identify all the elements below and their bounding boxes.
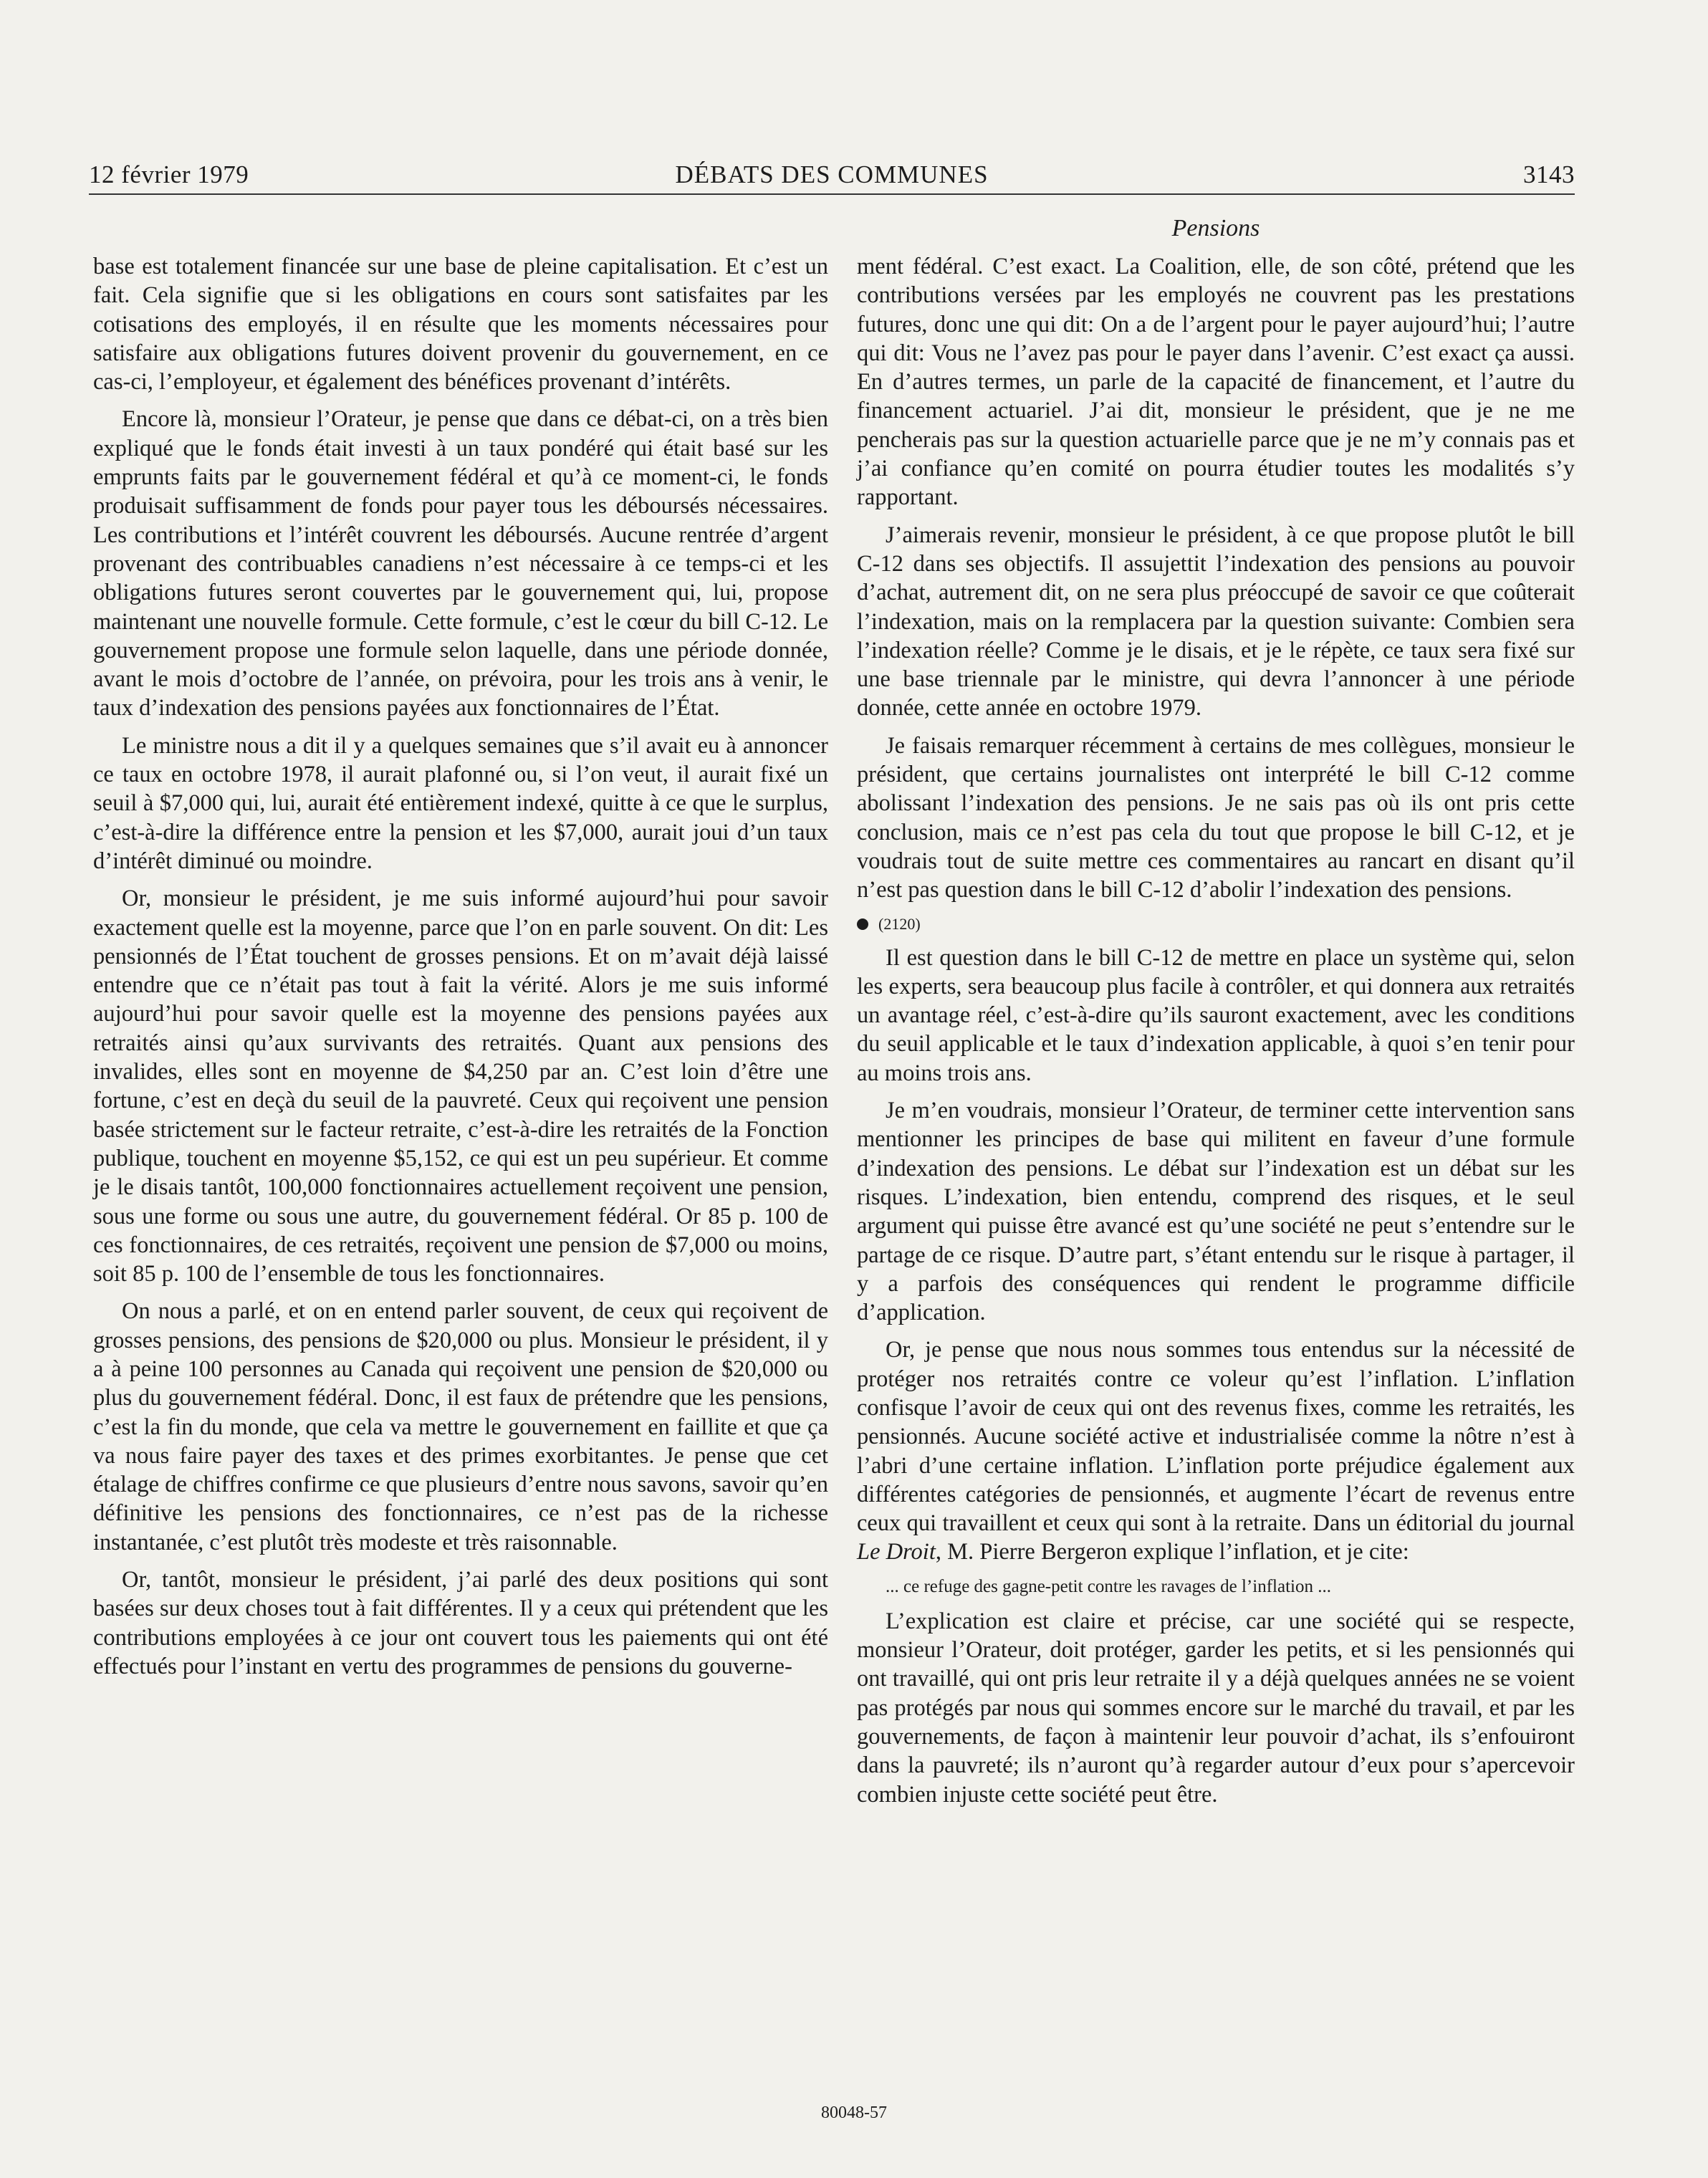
paragraph: Je m’en voudrais, monsieur l’Orateur, de terminer cette intervention sans mentionner les principes de base qui militent en faveur d’une formule d’indexation des pensions. Le débat sur l’indexation est un débat sur les risques. L’indexation, bien entendu, comprend des risques, et le seul argument qui puisse être avancé est qu’une société ne peut s’entendre sur le partage de ce risque. D’autre part, s’étant entendu sur le risque à partager, il y a parfois des conséquences qui rendent le programme difficile d’application.	[857, 1098, 1575, 1326]
paragraph: Or, monsieur le président, je me suis informé aujourd’hui pour savoir exactement quelle est la moyenne, parce que l’on en parle souvent. On dit: Les pensionnés de l’État touchent de grosses pensions. Et on m’avait déjà laissé entendre que ce n’était pas tout à fait la vérité. Alors je me suis informé aujourd’hui pour savoir quelle est la moyenne des pensions payées aux retraités ainsi qu’aux survivants des retraités. Quant aux pensions des invalides, elles sont en moyenne de $4,250 par an. C’est loin d’être une fortune, c’est en deçà du seuil de la pauvreté. Ceux qui reçoivent une pension basée strictement sur le facteur retraite, c’est-à-dire les retraités de la Fonction publique, touchent en moyenne $5,152, ce qui est un peu supérieur. Et comme je le disais tantôt, 100,000 fonctionnaires actuellement reçoivent une pension, sous une forme ou sous une autre, du gouvernement fédéral. Or 85 p. 100 de ces fonctionnaires, de ces retraités, reçoivent une pension de $7,000 ou moins, soit 85 p. 100 de l’ensemble de tous les fonctionnaires.	[93, 886, 828, 1287]
paragraph: L’explication est claire et précise, car une société qui se respecte, monsieur l’Orateur, doit protéger, garder les petits, et si les pensionnés qui ont travaillé, qui ont pris leur retraite il y a déjà quelques années ne se voient pas protégés par nous qui sommes encore sur le marché du travail, et par les gouvernements, de façon à maintenir leur pouvoir d’achat, ils s’enfouiront dans la pauvreté; ils n’auront qu’à regarder autour d’eux pour s’apercevoir combien injuste cette société peut être.	[857, 1608, 1575, 1808]
paragraph-text: Or, je pense que nous nous sommes tous entendus sur la nécessité de protéger nos retraités contre ce voleur qu’est l’inflation. L’inflation confisque l’avoir de ceux qui ont des revenus fixes, comme les retraités, les pensionnés. Aucune société active et industrialisée comme la nôtre n’est à l’abri d’une certaine inflation. L’inflation porte préjudice également aux différentes catégories de pensionnés, et augmente l’écart de revenus entre ceux qui travaillent et ceux qui sont à la retraite. Dans un éditorial du journal	[857, 1337, 1575, 1537]
paragraph: Or, tantôt, monsieur le président, j’ai parlé des deux positions qui sont basées sur deux choses tout à fait différentes. Il y a ceux qui prétendent que les contributions employées à ce jour ont couvert tous les paiements qui ont été effectués pour l’instant en vertu des programmes de pensions du gouverne-	[93, 1567, 828, 1679]
header-date: 12 février 1979	[89, 160, 249, 188]
paragraph: ment fédéral. C’est exact. La Coalition, elle, de son côté, prétend que les contributions versées par les employés ne couvrent pas les prestations futures, donc une qui dit: On a de l’argent pour le payer aujourd’hui; l’autre qui dit: Vous ne l’avez pas pour le payer dans l’avenir. C’est exact ça aussi. En d’autres termes, un parle de la capacité de financement, et l’autre du financement actuariel. J’ai dit, monsieur le président, que je ne me pencherais pas sur la question actuarielle parce que je ne m’y connais pas et j’ai confiance qu’en comité on pourra étudier toutes les modalités s’y rapportant.	[857, 254, 1575, 511]
paragraph-text: , M. Pierre Bergeron explique l’inflation, et je cite:	[935, 1539, 1409, 1565]
paragraph: base est totalement financée sur une base de pleine capitalisation. Et c’est un fait. Cela signifie que si les obligations en cours sont satisfaites par les cotisations des employés, il en résulte que les moments nécessaires pour satisfaire aux obligations futures doivent provenir du gouvernement, en ce cas-ci, l’employeur, et également des bénéfices provenant d’intérêts.	[93, 254, 828, 395]
newspaper-title: Le Droit	[857, 1539, 936, 1565]
header-rule	[89, 193, 1575, 195]
paragraph: Je faisais remarquer récemment à certains de mes collègues, monsieur le président, que certains journalistes ont interprété le bill C-12 comme abolissant l’indexation des pensions. Je ne sais pas où ils ont pris cette conclusion, mais ce n’est pas cela du tout que propose le bill C-12, et je voudrais tout de suite mettre ces commentaires au rancart en disant qu’il n’est pas question dans le bill C-12 d’abolir l’indexation des pensions.	[857, 732, 1575, 903]
right-column	[857, 252, 1575, 1818]
paragraph: Encore là, monsieur l’Orateur, je pense que dans ce débat-ci, on a très bien expliqué que le fonds était investi à un taux pondéré qui était basé sur les emprunts faits par le gouvernement fédéral et qu’à ce moment-ci, le fonds produisait suffisamment de fonds pour payer tous les déboursés nécessaires. Les contributions et l’intérêt couvrent les déboursés. Aucune rentrée d’argent provenant des contribuables canadiens n’est nécessaire à ce temps-ci et les obligations futures seront couvertes par le gouvernement qui, lui, propose maintenant une nouvelle formule. Cette formule, c’est le cœur du bill C-12. Le gouvernement propose une formule selon laquelle, dans une période donnée, avant le mois d’octobre de l’année, on prévoira, pour les trois ans à venir, le taux d’indexation des pensions payées aux fonctionnaires de l’État.	[93, 406, 828, 721]
left-column	[93, 252, 828, 1689]
paragraph: Le ministre nous a dit il y a quelques semaines que s’il avait eu à annoncer ce taux en octobre 1978, il aurait plafonné ou, si l’on veut, il aurait fixé un seuil à $7,000 qui, lui, aurait été entièrement indexé, quitte à ce que le surplus, c’est-à-dire la différence entre la pension et les $7,000, aurait joui d’un taux d’intérêt diminué ou moindre.	[93, 732, 828, 874]
time-marker-label: (2120)	[878, 914, 921, 933]
bullet-icon	[857, 918, 868, 930]
time-marker	[857, 913, 1575, 935]
paragraph: J’aimerais revenir, monsieur le président, à ce que propose plutôt le bill C-12 dans ses objectifs. Il assujettit l’indexation des pensions au pouvoir d’achat, autrement dit, on ne sera plus préoccupé de savoir ce que coûterait l’indexation, mais on la remplacera par la question suivante: Combien sera l’indexation réelle? Comme je le disais, et je le répète, ce taux sera fixé sur une base triennale par le ministre, qui devra l’annoncer à une période donnée, cette année en octobre 1979.	[857, 522, 1575, 721]
paragraph	[857, 1335, 1575, 1566]
header-title: DÉBATS DES COMMUNES	[675, 160, 989, 188]
paragraph: Il est question dans le bill C-12 de mettre en place un système qui, selon les experts, sera beaucoup plus facile à contrôler, et qui donnera aux retraités un avantage réel, c’est-à-dire qu’ils sauront exactement, avec les conditions du seuil applicable et le taux d’indexation applicable, à quoi s’en tenir pour au moins trois ans.	[857, 944, 1575, 1086]
header-page-number: 3143	[1523, 160, 1575, 188]
paragraph: On nous a parlé, et on en entend parler souvent, de ceux qui reçoivent de grosses pensions, des pensions de $20,000 ou plus. Monsieur le président, il y a à peine 100 personnes au Canada qui reçoivent une pension de $20,000 ou plus du gouvernement fédéral. Donc, il est faux de prétendre que les pensions, c’est la fin du monde, que cela va mettre le gouvernement en faillite et que ça va nous faire payer des taxes et des primes exorbitantes. Je pense que cet étalage de chiffres confirme ce que plusieurs d’entre nous savons, savoir qu’en définitive les pensions des fonctionnaires, ce n’est pas de la richesse instantanée, c’est plutôt très modeste et très raisonnable.	[93, 1298, 828, 1555]
block-quote: ... ce refuge des gagne-petit contre les ravages de l’inflation ...	[886, 1576, 1331, 1596]
section-title: Pensions	[1171, 215, 1260, 241]
page-footer: 80048-57	[821, 2103, 887, 2122]
page-header	[89, 156, 1575, 193]
